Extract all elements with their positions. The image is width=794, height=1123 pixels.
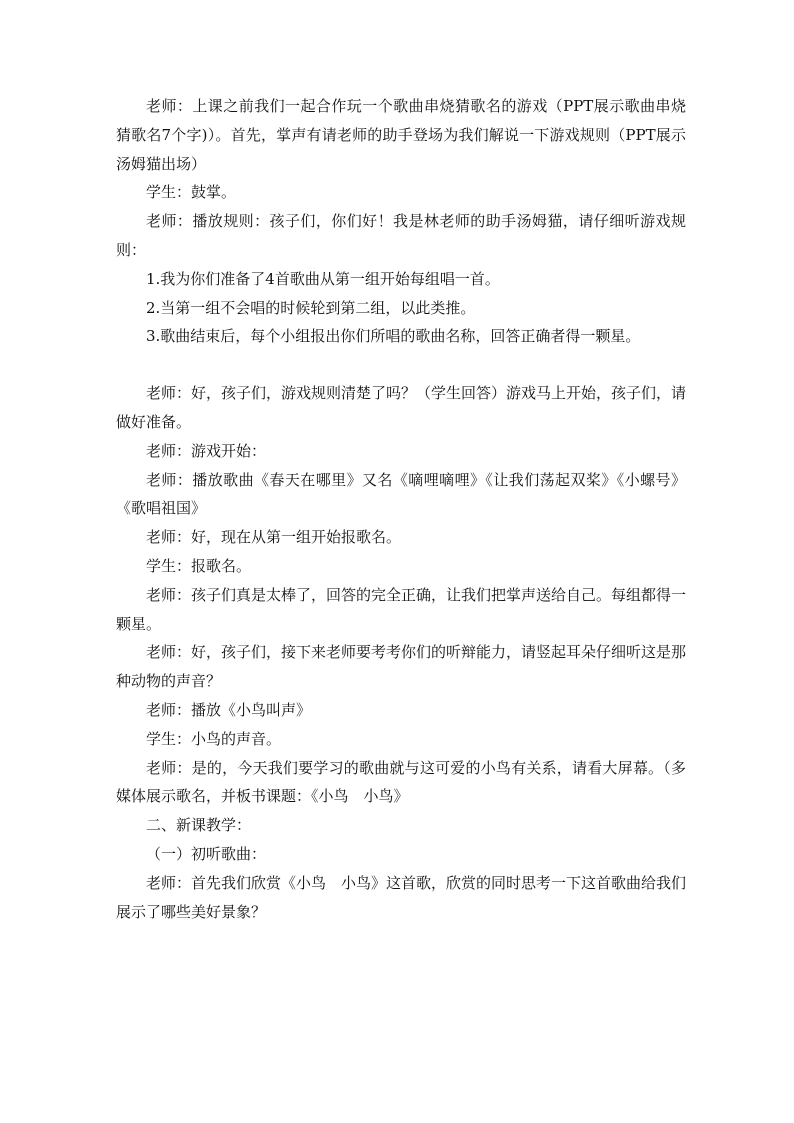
paragraph-play-bird-sound: 老师：播放《小鸟叫声》: [146, 700, 312, 719]
paragraph-intro-game: 老师：上课之前我们一起合作玩一个歌曲串烧猜歌名的游戏（PPT展示歌曲串烧猜歌名7个字)）。首先，掌声有请老师的助手登场为我们解说一下游戏规则（PPT展示汤姆猫出场）: [116, 97, 686, 173]
paragraph-rule-3: 3.歌曲结束后，每个小组报出你们所唱的歌曲名称，回答正确者得一颗星。: [146, 327, 641, 346]
paragraph-student-bird: 学生：小鸟的声音。: [146, 729, 282, 748]
paragraph-praise: 老师：孩子们真是太棒了，回答的完全正确，让我们把掌声送给自己。每组都得一颗星。: [116, 585, 687, 633]
paragraph-listening-test: 老师：好，孩子们，接下来老师要考考你们的听辩能力，请竖起耳朵仔细听这是那种动物的声音？: [116, 643, 687, 691]
section-heading-new-lesson: 二、新课教学：: [146, 816, 252, 835]
subsection-heading-first-listen: （一）初听歌曲：: [146, 844, 267, 863]
paragraph-play-rules: 老师：播放规则：孩子们，你们好！我是林老师的助手汤姆猫，请仔细听游戏规则：: [116, 212, 686, 259]
paragraph-rules-clear: 老师：好，孩子们，游戏规则清楚了吗？（学生回答）游戏马上开始，孩子们，请做好准备。: [116, 384, 687, 431]
paragraph-student-report: 学生：报歌名。: [146, 556, 252, 575]
paragraph-report-names: 老师：好，现在从第一组开始报歌名。: [146, 528, 402, 547]
paragraph-student-applause: 学生：鼓掌。: [146, 183, 237, 202]
paragraph-play-songs: 老师：播放歌曲《春天在哪里》又名《嘀哩嘀哩》《让我们荡起双桨》《小螺号》《歌唱祖国》: [116, 470, 686, 518]
paragraph-lesson-topic: 老师：是的，今天我们要学习的歌曲就与这可爱的小鸟有关系，请看大屏幕。（多媒体展示歌名，并板书课题：《小鸟 小鸟》: [116, 758, 686, 806]
document-body: [116, 92, 686, 926]
paragraph-game-start: 老师：游戏开始：: [146, 441, 267, 460]
paragraph-rule-2: 2.当第一组不会唱的时候轮到第二组，以此类推。: [146, 298, 476, 317]
paragraph-spacer: [116, 351, 686, 379]
paragraph-appreciate-song: 老师：首先我们欣赏《小鸟 小鸟》这首歌，欣赏的同时思考一下这首歌曲给我们展示了哪些美好景象？: [116, 873, 687, 921]
paragraph-rule-1: 1.我为你们准备了4首歌曲从第一组开始每组唱一首。: [146, 269, 500, 288]
